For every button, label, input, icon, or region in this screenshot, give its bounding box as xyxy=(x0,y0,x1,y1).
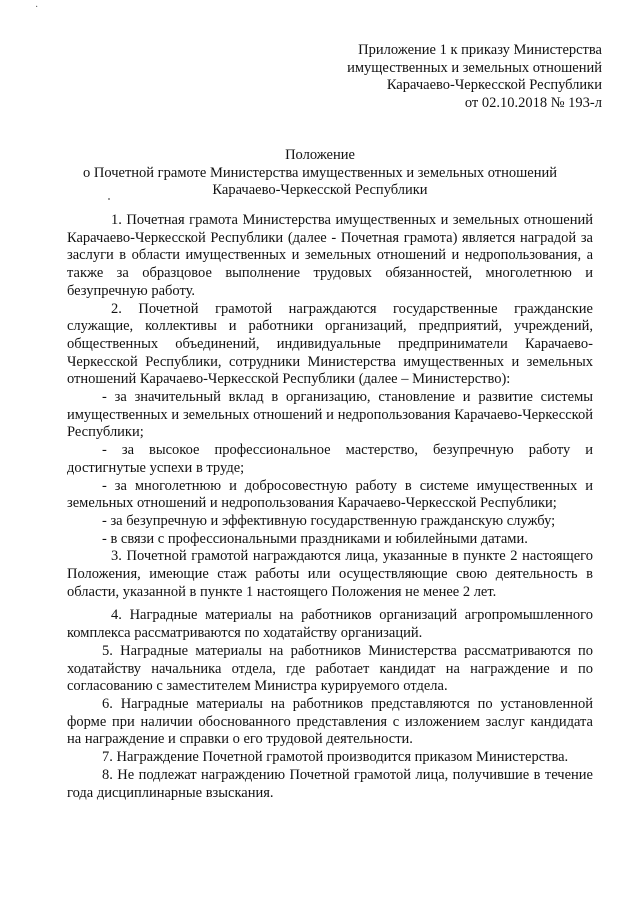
paragraph-5: 5. Наградные материалы на работников Министерства рассматриваются по ходатайству начальника отдела, где работает кандидат на награждение и по согласованию с заместителем Министра курируемого отдела. xyxy=(67,642,593,695)
header-line-1: Приложение 1 к приказу Министерства xyxy=(358,42,602,58)
header-line-2: имущественных и земельных отношений xyxy=(347,59,602,76)
header-line-3: Карачаево-Черкесской Республики xyxy=(386,77,602,93)
paragraph-6: 6. Наградные материалы на работников представляются по установленной форме при наличии обоснованного представления с изложением заслуг кандидата на награждение и справки о его трудовой деятельности. xyxy=(67,695,593,748)
paragraph-7: 7. Награждение Почетной грамотой производится приказом Министерства. xyxy=(102,749,569,766)
document-body xyxy=(67,212,593,802)
paragraph-1: 1. Почетная грамота Министерства имущественных и земельных отношений Карачаево-Черкесской Республики (далее - Почетная грамота) является наградой за заслуги в области имущественных и земельных отношений и недропользования, а также за образцовое выполнение трудовых обязанностей, многолетнюю и безупречную работу. xyxy=(67,212,593,299)
list-item-4: - за безупречную и эффективную государственную гражданскую службу; xyxy=(102,512,556,529)
corner-mark: · xyxy=(35,2,39,13)
paragraph-2: 2. Почетной грамотой награждаются государственные гражданские служащие, коллективы и работники организаций, предприятий, учреждений, общественных объединений, индивидуальные предприниматели Карачаево-Черкесской Республики, сотрудники Министерства имущественных и земельных отношений Карачаево-Черкесской Республики (далее – Министерство): xyxy=(67,300,593,388)
list-item-1: - за значительный вклад в организацию, становление и развитие системы имущественных и земельных отношений и недропользования Карачаево-Черкесской Республики; xyxy=(67,389,593,441)
title-line-3: Карачаево-Черкесской Республики xyxy=(212,182,428,198)
list-item-5: - в связи с профессиональными праздниками и юбилейными датами. xyxy=(102,530,528,547)
document-title xyxy=(50,147,590,200)
paragraph-4: 4. Наградные материалы на работников организаций агропромышленного комплекса рассматриваются по ходатайству организаций. xyxy=(67,607,593,642)
title-line-2: о Почетной грамоте Министерства имущественных и земельных отношений xyxy=(83,164,557,181)
header-line-4: от 02.10.2018 № 193-л xyxy=(464,94,602,111)
title-line-1: Положение xyxy=(285,147,355,163)
appendix-header xyxy=(302,42,602,112)
paragraph-3: 3. Почетной грамотой награждаются лица, указанные в пункте 2 настоящего Положения, имеющие стаж работы или осуществляющие свою деятельность в области, указанной в пункте 1 настоящего Положения не менее 2 лет. xyxy=(67,548,593,600)
paragraph-8: 8. Не подлежат награждению Почетной грамотой лица, получившие в течение года дисциплинарные взыскания. xyxy=(67,766,593,801)
list-item-3: - за многолетнюю и добросовестную работу в системе имущественных и земельных отношений и недропользования Карачаево-Черкесской Республики; xyxy=(67,477,593,512)
list-item-2: - за высокое профессиональное мастерство, безупречную работу и достигнутые успехи в труде; xyxy=(67,442,593,476)
